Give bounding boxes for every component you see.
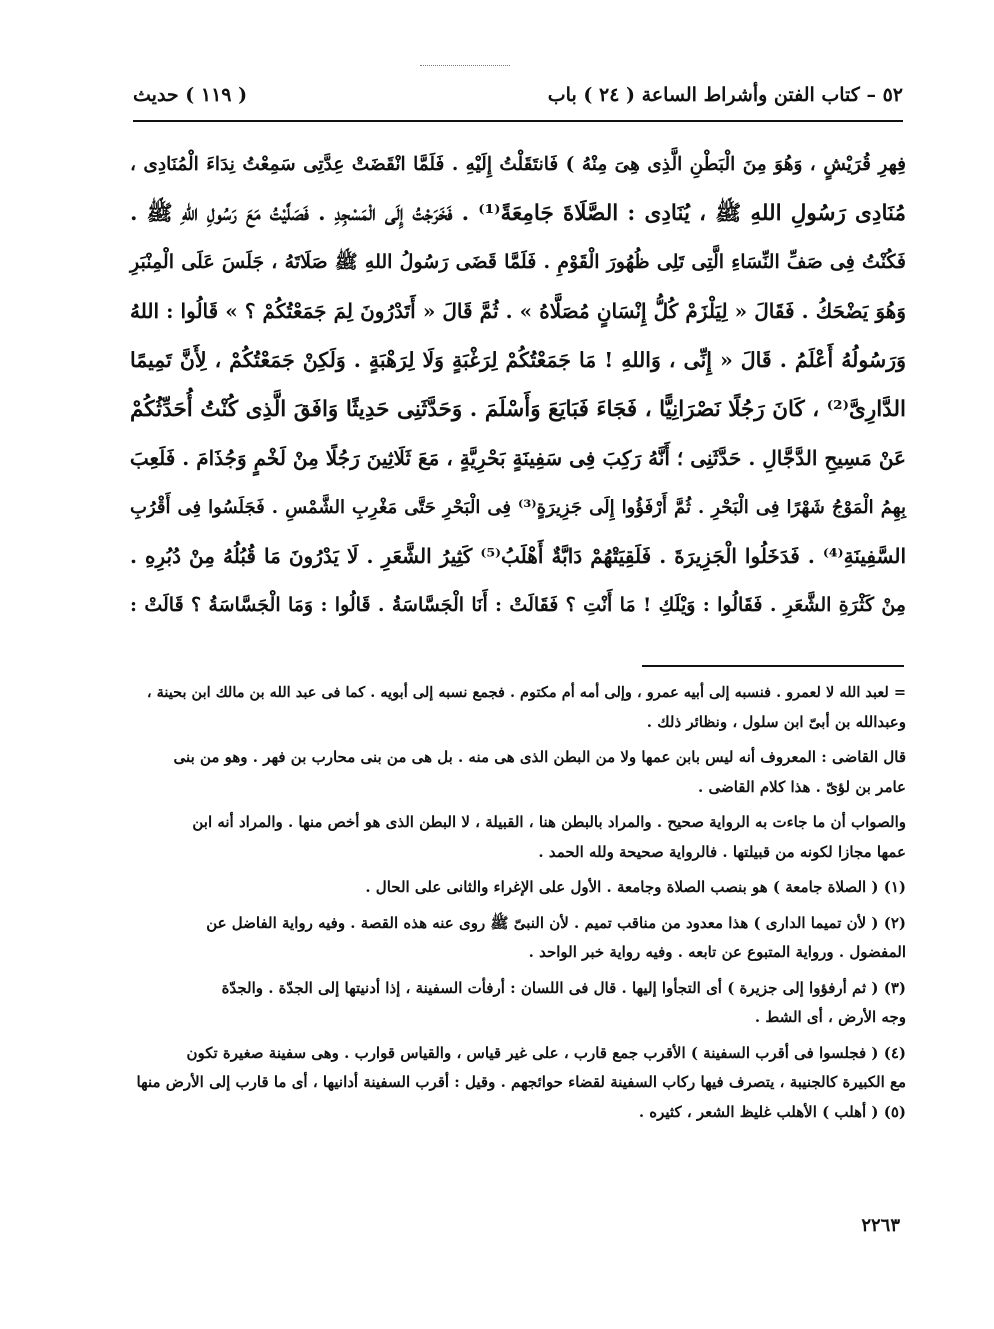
hadith-number: ( ١١٩ ) حديث bbox=[133, 84, 248, 106]
footnote-paragraph bbox=[130, 678, 906, 737]
footnotes bbox=[130, 678, 906, 1133]
footnote-line: مع الكبيرة كالجنيبة ، يتصرف فيها ركاب السفينة لقضاء حوائجهم . وقيل : أقرب السفينة أدانيها ، أى ما قارب إلى الأرض منها bbox=[136, 1073, 906, 1091]
page-header bbox=[133, 80, 903, 116]
main-text-line: وَرَسُولُهُ أَعْلَمُ . قَالَ « إِنِّى ، وَاللهِ ! مَا جَمَعْتُكُمْ لِرَغْبَةٍ وَلَا لِرَهْبَةٍ . وَلَكِنْ جَمَعْتُكُمْ ، لِأَنَّ تَمِيمًا bbox=[130, 348, 906, 372]
footnote-line: وعبدالله بن أبىّ ابن سلول ، ونظائر ذلك . bbox=[646, 712, 906, 731]
footnote-1 bbox=[130, 873, 906, 903]
footnote-line: (٢) ( لأن تميما الدارى ) هذا معدود من مناقب تميم . لأن النبىّ ﷺ روى عنه هذه القصة . وفيه رواية الفاضل عن bbox=[206, 913, 906, 932]
main-text-line: فِهرِ قُرَيْشٍ ، وَهُوَ مِنَ الْبَطْنِ الَّذِى هِىَ مِنْهُ ) فَانتَقَلْتُ إِلَيْهِ . فَلَمَّا انْقَضَتْ عِدَّتِى سَمِعْتُ نِدَاءَ الْمُنَادِى ، bbox=[130, 154, 906, 175]
chapter-title: ٥٢ – كتاب الفتن وأشراط الساعة ( ٢٤ ) باب bbox=[547, 84, 903, 106]
footnote-paragraph bbox=[130, 808, 906, 867]
main-text-line: الدَّارِىَّ⁽²⁾ ، كَانَ رَجُلًا نَصْرَانِيًّا ، فَجَاءَ فَبَايَعَ وَأَسْلَمَ . وَحَدَّثَنِى حَدِيثًا وَافَقَ الَّذِى كُنْتُ أُحَدِّثُكُمْ bbox=[130, 397, 906, 422]
footnote-line: عامر بن لؤىّ . هذا كلام القاضى . bbox=[698, 777, 906, 796]
footnote-line: وجه الأرض ، أى الشط . bbox=[754, 1008, 906, 1026]
main-text-line: وَهُوَ يَضْحَكُ . فَقَالَ « لِيَلْزَمْ كُلُّ إِنْسَانٍ مُصَلَّاهُ » . ثُمَّ قَالَ « أَتَدْرُونَ لِمَ جَمَعْتُكُمْ ؟ » قَالُوا : اللهُ bbox=[130, 299, 906, 323]
footnote-2 bbox=[130, 909, 906, 968]
top-decoration bbox=[420, 65, 510, 66]
footnote-line: والصواب أن ما جاءت به الرواية صحيح . والمراد بالبطن هنا ، القبيلة ، لا البطن الذى هو أخص منها . والمراد أنه ابن bbox=[192, 813, 906, 831]
main-text-line: السَّفِينَةِ⁽⁴⁾ . فَدَخَلُوا الْجَزِيرَةَ . فَلَقِيَتْهُمْ دَابَّةٌ أَهْلَبُ⁽⁵⁾ كَثِيرُ الشَّعَرِ . لَا يَدْرُونَ مَا قُبُلُهُ مِنْ دُبُرِهِ . bbox=[130, 544, 906, 568]
footnote-4-5 bbox=[130, 1039, 906, 1128]
main-text-line: فَكُنْتُ فِى صَفِّ النِّسَاءِ الَّتِى تَلِى ظُهُورَ الْقَوْمِ . فَلَمَّا قَضَى رَسُولُ اللهِ ﷺ صَلَاتَهُ ، جَلَسَ عَلَى الْمِنْبَرِ bbox=[130, 251, 906, 273]
footnote-line: (٥) ( أهلب ) الأهلب غليظ الشعر ، كثيره . bbox=[638, 1102, 906, 1121]
footnote-line: المفضول . ورواية المتبوع عن تابعه . وفيه رواية خبر الواحد . bbox=[528, 943, 906, 961]
main-text-line: مِنْ كَثْرَةِ الشَّعَرِ . فَقَالُوا : وَيْلَكِ ! مَا أَنْتِ ؟ فَقَالَتْ : أَنَا الْجَسَّاسَةُ . قَالُوا : وَمَا الْجَسَّاسَةُ ؟ قَالَتْ : bbox=[130, 594, 906, 616]
footnote-line: (١) ( الصلاة جامعة ) هو بنصب الصلاة وجامعة . الأول على الإغراء والثانى على الحال . bbox=[365, 878, 906, 896]
footnote-line: عمها مجازا لكونه من قبيلتها . فالرواية صحيحة ولله الحمد . bbox=[538, 842, 906, 861]
footnote-paragraph bbox=[130, 743, 906, 802]
page-number: ٢٢٦٣ bbox=[861, 1215, 900, 1236]
footnote-line: = لعبد الله لا لعمرو . فنسبه إلى أبيه عمرو ، وإلى أمه أم مكتوم . فجمع نسبه إلى أبويه . كما فى عبد الله بن مالك ابن بحينة ، bbox=[146, 684, 906, 701]
main-text-line: عَنْ مَسِيحِ الدَّجَّالِ . حَدَّثَنِى ؛ أَنَّهُ رَكِبَ فِى سَفِينَةٍ بَحْرِيَّةٍ ، مَعَ ثَلَاثِينَ رَجُلًا مِنْ لَخْمٍ وَجُذَامَ . فَلَعِبَ bbox=[129, 446, 906, 470]
footnote-divider bbox=[642, 665, 904, 667]
footnote-line: (٣) ( ثم أرفؤوا إلى جزيرة ) أى التجأوا إليها . قال فى اللسان : أرفأت السفينة ، إذا أدنيتها إلى الجدّة . والجدّة bbox=[221, 978, 906, 997]
main-text bbox=[130, 140, 906, 630]
main-text-line: بِهِمُ الْمَوْجُ شَهْرًا فِى الْبَحْرِ . ثُمَّ أَرْفَؤُوا إِلَى جَزِيرَةٍ⁽³⁾ فِى الْبَحْرِ حَتَّى مَغْرِبِ الشَّمْسِ . فَجَلَسُوا فِى أَقْرُبِ bbox=[130, 497, 906, 518]
footnote-3 bbox=[130, 974, 906, 1033]
footnote-line: قال القاضى : المعروف أنه ليس بابن عمها ولا من البطن الذى هى منه . بل هى من بنى محارب بن فهر . وهو من بنى bbox=[173, 748, 906, 766]
header-divider bbox=[133, 120, 903, 122]
main-text-line: مُنَادِى رَسُولِ اللهِ ﷺ ، يُنَادِى : الصَّلَاةَ جَامِعَةً⁽¹⁾ . فَخَرَجْتُ إِلَى الْمَسْجِدِ . فَصَلَّيْتُ مَعَ رَسُولِ اللهِ ﷺ . bbox=[130, 201, 907, 226]
footnote-line: (٤) ( فجلسوا فى أقرب السفينة ) الأقرب جمع قارب ، على غير قياس ، والقياس قوارب . وهى سفينة صغيرة تكون bbox=[186, 1043, 906, 1062]
